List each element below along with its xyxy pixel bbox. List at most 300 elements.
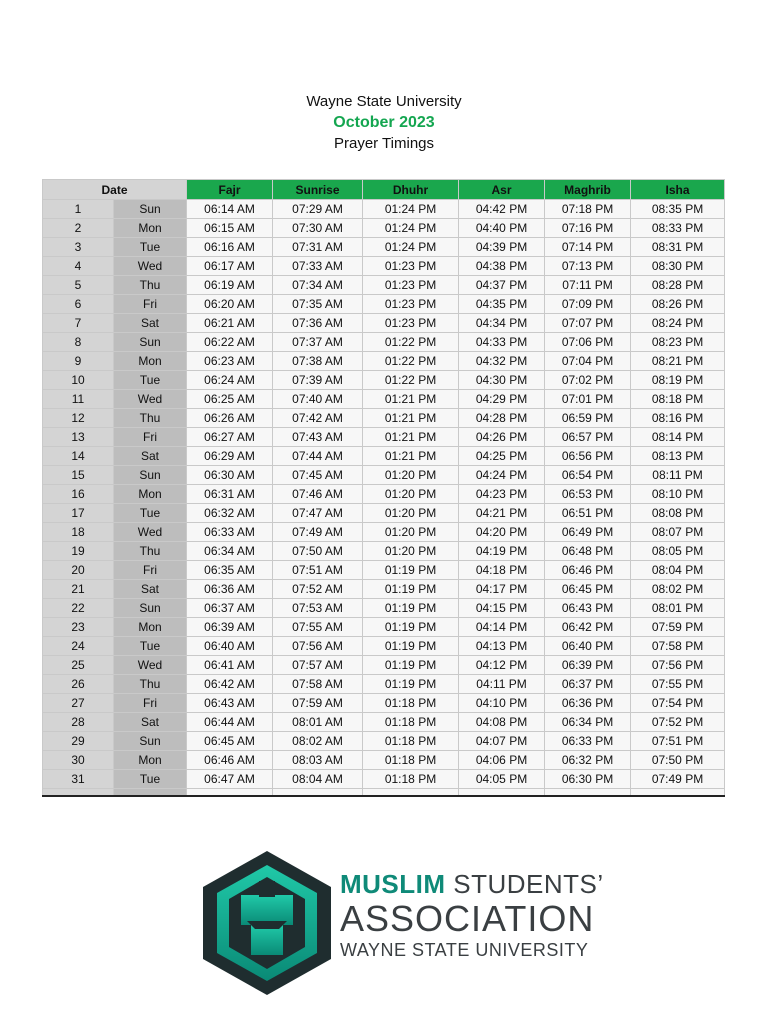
weekday-cell: Thu <box>114 542 187 561</box>
asr-time-cell: 04:18 PM <box>459 561 545 580</box>
dhuhr-time-cell: 01:22 PM <box>363 352 459 371</box>
weekday-cell: Sun <box>114 732 187 751</box>
isha-time-cell: 08:08 PM <box>631 504 725 523</box>
asr-time-cell: 04:23 PM <box>459 485 545 504</box>
maghrib-time-cell: 06:51 PM <box>545 504 631 523</box>
maghrib-time-cell: 06:46 PM <box>545 561 631 580</box>
day-number-cell: 24 <box>43 637 114 656</box>
fajr-time-cell: 06:30 AM <box>187 466 273 485</box>
asr-time-cell: 04:21 PM <box>459 504 545 523</box>
isha-time-cell: 07:56 PM <box>631 656 725 675</box>
sunrise-time-cell: 07:59 AM <box>273 694 363 713</box>
day-number-cell: 6 <box>43 295 114 314</box>
sunrise-time-cell: 07:44 AM <box>273 447 363 466</box>
asr-time-cell: 04:08 PM <box>459 713 545 732</box>
isha-time-cell: 08:23 PM <box>631 333 725 352</box>
asr-time-cell: 04:13 PM <box>459 637 545 656</box>
weekday-cell: Tue <box>114 371 187 390</box>
day-number-cell: 15 <box>43 466 114 485</box>
table-row <box>43 599 725 618</box>
isha-time-cell: 07:52 PM <box>631 713 725 732</box>
isha-time-cell: 07:59 PM <box>631 618 725 637</box>
asr-time-cell: 04:37 PM <box>459 276 545 295</box>
maghrib-time-cell: 06:37 PM <box>545 675 631 694</box>
table-row <box>43 770 725 789</box>
maghrib-time-cell: 06:40 PM <box>545 637 631 656</box>
dhuhr-time-cell: 01:21 PM <box>363 409 459 428</box>
fajr-time-cell: 06:37 AM <box>187 599 273 618</box>
table-row <box>43 561 725 580</box>
day-number-cell: 13 <box>43 428 114 447</box>
logo-line-muslim-students <box>340 869 604 899</box>
table-row <box>43 314 725 333</box>
table-row <box>43 390 725 409</box>
blank-cell <box>631 789 725 797</box>
table-row-blank <box>43 789 725 797</box>
maghrib-time-cell: 07:18 PM <box>545 200 631 219</box>
weekday-cell: Fri <box>114 295 187 314</box>
maghrib-time-cell: 07:07 PM <box>545 314 631 333</box>
asr-time-cell: 04:30 PM <box>459 371 545 390</box>
dhuhr-time-cell: 01:19 PM <box>363 599 459 618</box>
day-number-cell: 11 <box>43 390 114 409</box>
fajr-time-cell: 06:42 AM <box>187 675 273 694</box>
dhuhr-time-cell: 01:24 PM <box>363 200 459 219</box>
weekday-cell: Tue <box>114 770 187 789</box>
dhuhr-time-cell: 01:19 PM <box>363 675 459 694</box>
sunrise-time-cell: 07:49 AM <box>273 523 363 542</box>
fajr-time-cell: 06:20 AM <box>187 295 273 314</box>
fajr-time-cell: 06:40 AM <box>187 637 273 656</box>
weekday-cell: Sat <box>114 580 187 599</box>
maghrib-time-cell: 07:02 PM <box>545 371 631 390</box>
day-number-cell: 28 <box>43 713 114 732</box>
maghrib-time-cell: 06:36 PM <box>545 694 631 713</box>
fajr-time-cell: 06:25 AM <box>187 390 273 409</box>
day-number-cell: 12 <box>43 409 114 428</box>
dhuhr-time-cell: 01:18 PM <box>363 713 459 732</box>
dhuhr-time-cell: 01:23 PM <box>363 276 459 295</box>
dhuhr-time-cell: 01:20 PM <box>363 542 459 561</box>
weekday-cell: Fri <box>114 428 187 447</box>
isha-time-cell: 08:18 PM <box>631 390 725 409</box>
weekday-cell: Mon <box>114 352 187 371</box>
isha-time-cell: 07:51 PM <box>631 732 725 751</box>
asr-time-cell: 04:05 PM <box>459 770 545 789</box>
sunrise-time-cell: 07:57 AM <box>273 656 363 675</box>
logo-word-students: STUDENTS’ <box>445 869 604 899</box>
dhuhr-time-cell: 01:19 PM <box>363 580 459 599</box>
fajr-time-cell: 06:46 AM <box>187 751 273 770</box>
dhuhr-time-cell: 01:22 PM <box>363 371 459 390</box>
isha-time-cell: 08:07 PM <box>631 523 725 542</box>
table-row <box>43 485 725 504</box>
asr-time-cell: 04:29 PM <box>459 390 545 409</box>
sunrise-time-cell: 07:36 AM <box>273 314 363 333</box>
fajr-time-cell: 06:21 AM <box>187 314 273 333</box>
maghrib-time-cell: 06:48 PM <box>545 542 631 561</box>
fajr-time-cell: 06:36 AM <box>187 580 273 599</box>
sunrise-time-cell: 07:45 AM <box>273 466 363 485</box>
sunrise-time-cell: 07:37 AM <box>273 333 363 352</box>
isha-time-cell: 07:54 PM <box>631 694 725 713</box>
day-number-cell: 25 <box>43 656 114 675</box>
dhuhr-time-cell: 01:21 PM <box>363 428 459 447</box>
isha-time-cell: 08:04 PM <box>631 561 725 580</box>
fajr-time-cell: 06:14 AM <box>187 200 273 219</box>
asr-time-cell: 04:17 PM <box>459 580 545 599</box>
asr-time-cell: 04:19 PM <box>459 542 545 561</box>
logo-line-association: ASSOCIATION <box>340 898 595 939</box>
dhuhr-time-cell: 01:18 PM <box>363 751 459 770</box>
asr-time-cell: 04:40 PM <box>459 219 545 238</box>
asr-time-cell: 04:42 PM <box>459 200 545 219</box>
day-number-cell: 5 <box>43 276 114 295</box>
sunrise-time-cell: 07:42 AM <box>273 409 363 428</box>
isha-time-cell: 08:19 PM <box>631 371 725 390</box>
maghrib-time-cell: 06:42 PM <box>545 618 631 637</box>
asr-time-cell: 04:38 PM <box>459 257 545 276</box>
fajr-time-cell: 06:26 AM <box>187 409 273 428</box>
university-name: Wayne State University <box>306 93 462 110</box>
dhuhr-time-cell: 01:22 PM <box>363 333 459 352</box>
asr-time-cell: 04:07 PM <box>459 732 545 751</box>
maghrib-time-cell: 06:43 PM <box>545 599 631 618</box>
isha-time-cell: 08:28 PM <box>631 276 725 295</box>
fajr-time-cell: 06:43 AM <box>187 694 273 713</box>
table-row <box>43 504 725 523</box>
prayer-timings-table <box>42 179 725 797</box>
asr-time-cell: 04:25 PM <box>459 447 545 466</box>
table-header-row <box>43 180 725 200</box>
day-number-cell: 8 <box>43 333 114 352</box>
maghrib-time-cell: 07:13 PM <box>545 257 631 276</box>
sunrise-time-cell: 08:03 AM <box>273 751 363 770</box>
day-number-cell: 23 <box>43 618 114 637</box>
maghrib-time-cell: 06:45 PM <box>545 580 631 599</box>
maghrib-time-cell: 07:06 PM <box>545 333 631 352</box>
day-number-cell: 10 <box>43 371 114 390</box>
weekday-cell: Tue <box>114 504 187 523</box>
day-number-cell: 14 <box>43 447 114 466</box>
dhuhr-time-cell: 01:21 PM <box>363 447 459 466</box>
weekday-cell: Wed <box>114 656 187 675</box>
dhuhr-time-cell: 01:20 PM <box>363 523 459 542</box>
day-number-cell: 4 <box>43 257 114 276</box>
asr-time-cell: 04:28 PM <box>459 409 545 428</box>
fajr-time-cell: 06:35 AM <box>187 561 273 580</box>
sunrise-time-cell: 07:53 AM <box>273 599 363 618</box>
fajr-time-cell: 06:34 AM <box>187 542 273 561</box>
blank-cell <box>187 789 273 797</box>
weekday-cell: Mon <box>114 618 187 637</box>
isha-time-cell: 07:50 PM <box>631 751 725 770</box>
table-row <box>43 675 725 694</box>
maghrib-time-cell: 06:34 PM <box>545 713 631 732</box>
isha-time-cell: 08:31 PM <box>631 238 725 257</box>
dhuhr-time-cell: 01:21 PM <box>363 390 459 409</box>
maghrib-time-cell: 07:01 PM <box>545 390 631 409</box>
day-number-cell: 26 <box>43 675 114 694</box>
fajr-time-cell: 06:17 AM <box>187 257 273 276</box>
weekday-cell: Sun <box>114 599 187 618</box>
weekday-cell: Sun <box>114 200 187 219</box>
sunrise-time-cell: 07:50 AM <box>273 542 363 561</box>
weekday-cell: Mon <box>114 751 187 770</box>
maghrib-time-cell: 06:30 PM <box>545 770 631 789</box>
asr-time-cell: 04:15 PM <box>459 599 545 618</box>
maghrib-time-cell: 06:59 PM <box>545 409 631 428</box>
weekday-cell: Thu <box>114 675 187 694</box>
fajr-time-cell: 06:24 AM <box>187 371 273 390</box>
table-row <box>43 637 725 656</box>
dhuhr-time-cell: 01:19 PM <box>363 561 459 580</box>
dhuhr-time-cell: 01:19 PM <box>363 618 459 637</box>
header-isha: Isha <box>631 180 725 200</box>
isha-time-cell: 08:02 PM <box>631 580 725 599</box>
header-fajr: Fajr <box>187 180 273 200</box>
asr-time-cell: 04:06 PM <box>459 751 545 770</box>
sunrise-time-cell: 07:43 AM <box>273 428 363 447</box>
isha-time-cell: 08:13 PM <box>631 447 725 466</box>
sunrise-time-cell: 07:29 AM <box>273 200 363 219</box>
weekday-cell: Sat <box>114 314 187 333</box>
maghrib-time-cell: 07:09 PM <box>545 295 631 314</box>
day-number-cell: 17 <box>43 504 114 523</box>
table-row <box>43 238 725 257</box>
logo-line-university: WAYNE STATE UNIVERSITY <box>340 940 589 960</box>
maghrib-time-cell: 06:32 PM <box>545 751 631 770</box>
dhuhr-time-cell: 01:20 PM <box>363 485 459 504</box>
asr-time-cell: 04:33 PM <box>459 333 545 352</box>
table-row <box>43 257 725 276</box>
weekday-cell: Thu <box>114 276 187 295</box>
sunrise-time-cell: 07:55 AM <box>273 618 363 637</box>
dhuhr-time-cell: 01:20 PM <box>363 504 459 523</box>
header-date: Date <box>43 180 187 200</box>
day-number-cell: 7 <box>43 314 114 333</box>
isha-time-cell: 08:01 PM <box>631 599 725 618</box>
dhuhr-time-cell: 01:19 PM <box>363 656 459 675</box>
sunrise-time-cell: 08:02 AM <box>273 732 363 751</box>
isha-time-cell: 08:05 PM <box>631 542 725 561</box>
weekday-cell: Wed <box>114 257 187 276</box>
table-row <box>43 466 725 485</box>
day-number-cell: 21 <box>43 580 114 599</box>
page-title: Prayer Timings <box>333 135 435 152</box>
fajr-time-cell: 06:19 AM <box>187 276 273 295</box>
isha-time-cell: 08:16 PM <box>631 409 725 428</box>
weekday-cell: Mon <box>114 219 187 238</box>
table-row <box>43 732 725 751</box>
table-row <box>43 276 725 295</box>
month-title: October 2023 <box>333 114 435 131</box>
weekday-cell: Sun <box>114 466 187 485</box>
sunrise-time-cell: 07:58 AM <box>273 675 363 694</box>
dhuhr-time-cell: 01:24 PM <box>363 219 459 238</box>
fajr-time-cell: 06:47 AM <box>187 770 273 789</box>
fajr-time-cell: 06:27 AM <box>187 428 273 447</box>
weekday-cell: Wed <box>114 523 187 542</box>
fajr-time-cell: 06:44 AM <box>187 713 273 732</box>
isha-time-cell: 08:21 PM <box>631 352 725 371</box>
isha-time-cell: 08:10 PM <box>631 485 725 504</box>
isha-time-cell: 08:14 PM <box>631 428 725 447</box>
maghrib-time-cell: 06:53 PM <box>545 485 631 504</box>
asr-time-cell: 04:20 PM <box>459 523 545 542</box>
msa-logo-icon <box>203 851 331 995</box>
day-number-cell: 18 <box>43 523 114 542</box>
day-number-cell: 31 <box>43 770 114 789</box>
maghrib-time-cell: 06:33 PM <box>545 732 631 751</box>
sunrise-time-cell: 07:56 AM <box>273 637 363 656</box>
weekday-cell: Sun <box>114 333 187 352</box>
sunrise-time-cell: 07:31 AM <box>273 238 363 257</box>
sunrise-time-cell: 07:34 AM <box>273 276 363 295</box>
maghrib-time-cell: 06:54 PM <box>545 466 631 485</box>
dhuhr-time-cell: 01:24 PM <box>363 238 459 257</box>
fajr-time-cell: 06:23 AM <box>187 352 273 371</box>
asr-time-cell: 04:39 PM <box>459 238 545 257</box>
fajr-time-cell: 06:32 AM <box>187 504 273 523</box>
table-row <box>43 295 725 314</box>
table-row <box>43 447 725 466</box>
weekday-cell: Sat <box>114 447 187 466</box>
maghrib-time-cell: 06:57 PM <box>545 428 631 447</box>
fajr-time-cell: 06:16 AM <box>187 238 273 257</box>
dhuhr-time-cell: 01:18 PM <box>363 770 459 789</box>
day-number-cell: 9 <box>43 352 114 371</box>
table-row <box>43 542 725 561</box>
blank-cell <box>545 789 631 797</box>
asr-time-cell: 04:26 PM <box>459 428 545 447</box>
day-number-cell: 27 <box>43 694 114 713</box>
maghrib-time-cell: 07:04 PM <box>545 352 631 371</box>
day-number-cell: 16 <box>43 485 114 504</box>
table-row <box>43 656 725 675</box>
header-dhuhr: Dhuhr <box>363 180 459 200</box>
asr-time-cell: 04:32 PM <box>459 352 545 371</box>
sunrise-time-cell: 07:33 AM <box>273 257 363 276</box>
table-row <box>43 409 725 428</box>
day-number-cell: 30 <box>43 751 114 770</box>
isha-time-cell: 08:11 PM <box>631 466 725 485</box>
asr-time-cell: 04:14 PM <box>459 618 545 637</box>
day-number-cell: 22 <box>43 599 114 618</box>
table-row <box>43 333 725 352</box>
asr-time-cell: 04:12 PM <box>459 656 545 675</box>
sunrise-time-cell: 07:39 AM <box>273 371 363 390</box>
asr-time-cell: 04:11 PM <box>459 675 545 694</box>
isha-time-cell: 08:24 PM <box>631 314 725 333</box>
maghrib-time-cell: 06:56 PM <box>545 447 631 466</box>
blank-cell <box>43 789 114 797</box>
table-row <box>43 694 725 713</box>
sunrise-time-cell: 08:04 AM <box>273 770 363 789</box>
fajr-time-cell: 06:15 AM <box>187 219 273 238</box>
day-number-cell: 20 <box>43 561 114 580</box>
asr-time-cell: 04:24 PM <box>459 466 545 485</box>
isha-time-cell: 08:30 PM <box>631 257 725 276</box>
logo-wordmark <box>340 869 604 961</box>
isha-time-cell: 07:58 PM <box>631 637 725 656</box>
isha-time-cell: 08:33 PM <box>631 219 725 238</box>
sunrise-time-cell: 07:46 AM <box>273 485 363 504</box>
weekday-cell: Mon <box>114 485 187 504</box>
sunrise-time-cell: 07:38 AM <box>273 352 363 371</box>
sunrise-time-cell: 07:30 AM <box>273 219 363 238</box>
day-number-cell: 29 <box>43 732 114 751</box>
table-row <box>43 580 725 599</box>
dhuhr-time-cell: 01:18 PM <box>363 694 459 713</box>
table-row <box>43 428 725 447</box>
table-row <box>43 618 725 637</box>
asr-time-cell: 04:34 PM <box>459 314 545 333</box>
weekday-cell: Fri <box>114 561 187 580</box>
weekday-cell: Sat <box>114 713 187 732</box>
table-row <box>43 713 725 732</box>
weekday-cell: Tue <box>114 637 187 656</box>
maghrib-time-cell: 07:11 PM <box>545 276 631 295</box>
isha-time-cell: 08:26 PM <box>631 295 725 314</box>
weekday-cell: Fri <box>114 694 187 713</box>
maghrib-time-cell: 06:49 PM <box>545 523 631 542</box>
blank-cell <box>363 789 459 797</box>
header-sunrise: Sunrise <box>273 180 363 200</box>
asr-time-cell: 04:35 PM <box>459 295 545 314</box>
isha-time-cell: 07:55 PM <box>631 675 725 694</box>
sunrise-time-cell: 07:35 AM <box>273 295 363 314</box>
weekday-cell: Wed <box>114 390 187 409</box>
weekday-cell: Tue <box>114 238 187 257</box>
table-row <box>43 200 725 219</box>
table-row <box>43 219 725 238</box>
day-number-cell: 1 <box>43 200 114 219</box>
sunrise-time-cell: 07:40 AM <box>273 390 363 409</box>
dhuhr-time-cell: 01:23 PM <box>363 314 459 333</box>
asr-time-cell: 04:10 PM <box>459 694 545 713</box>
blank-cell <box>459 789 545 797</box>
table-row <box>43 751 725 770</box>
dhuhr-time-cell: 01:23 PM <box>363 257 459 276</box>
sunrise-time-cell: 07:47 AM <box>273 504 363 523</box>
fajr-time-cell: 06:39 AM <box>187 618 273 637</box>
maghrib-time-cell: 07:16 PM <box>545 219 631 238</box>
table-row <box>43 523 725 542</box>
table-body <box>43 200 725 797</box>
maghrib-time-cell: 06:39 PM <box>545 656 631 675</box>
fajr-time-cell: 06:22 AM <box>187 333 273 352</box>
fajr-time-cell: 06:29 AM <box>187 447 273 466</box>
dhuhr-time-cell: 01:18 PM <box>363 732 459 751</box>
day-number-cell: 2 <box>43 219 114 238</box>
isha-time-cell: 08:35 PM <box>631 200 725 219</box>
header-maghrib: Maghrib <box>545 180 631 200</box>
dhuhr-time-cell: 01:19 PM <box>363 637 459 656</box>
fajr-time-cell: 06:45 AM <box>187 732 273 751</box>
day-number-cell: 19 <box>43 542 114 561</box>
sunrise-time-cell: 08:01 AM <box>273 713 363 732</box>
sunrise-time-cell: 07:52 AM <box>273 580 363 599</box>
weekday-cell: Thu <box>114 409 187 428</box>
table-row <box>43 371 725 390</box>
logo-word-muslim: MUSLIM <box>340 869 446 899</box>
blank-cell <box>273 789 363 797</box>
maghrib-time-cell: 07:14 PM <box>545 238 631 257</box>
fajr-time-cell: 06:33 AM <box>187 523 273 542</box>
dhuhr-time-cell: 01:23 PM <box>363 295 459 314</box>
fajr-time-cell: 06:41 AM <box>187 656 273 675</box>
